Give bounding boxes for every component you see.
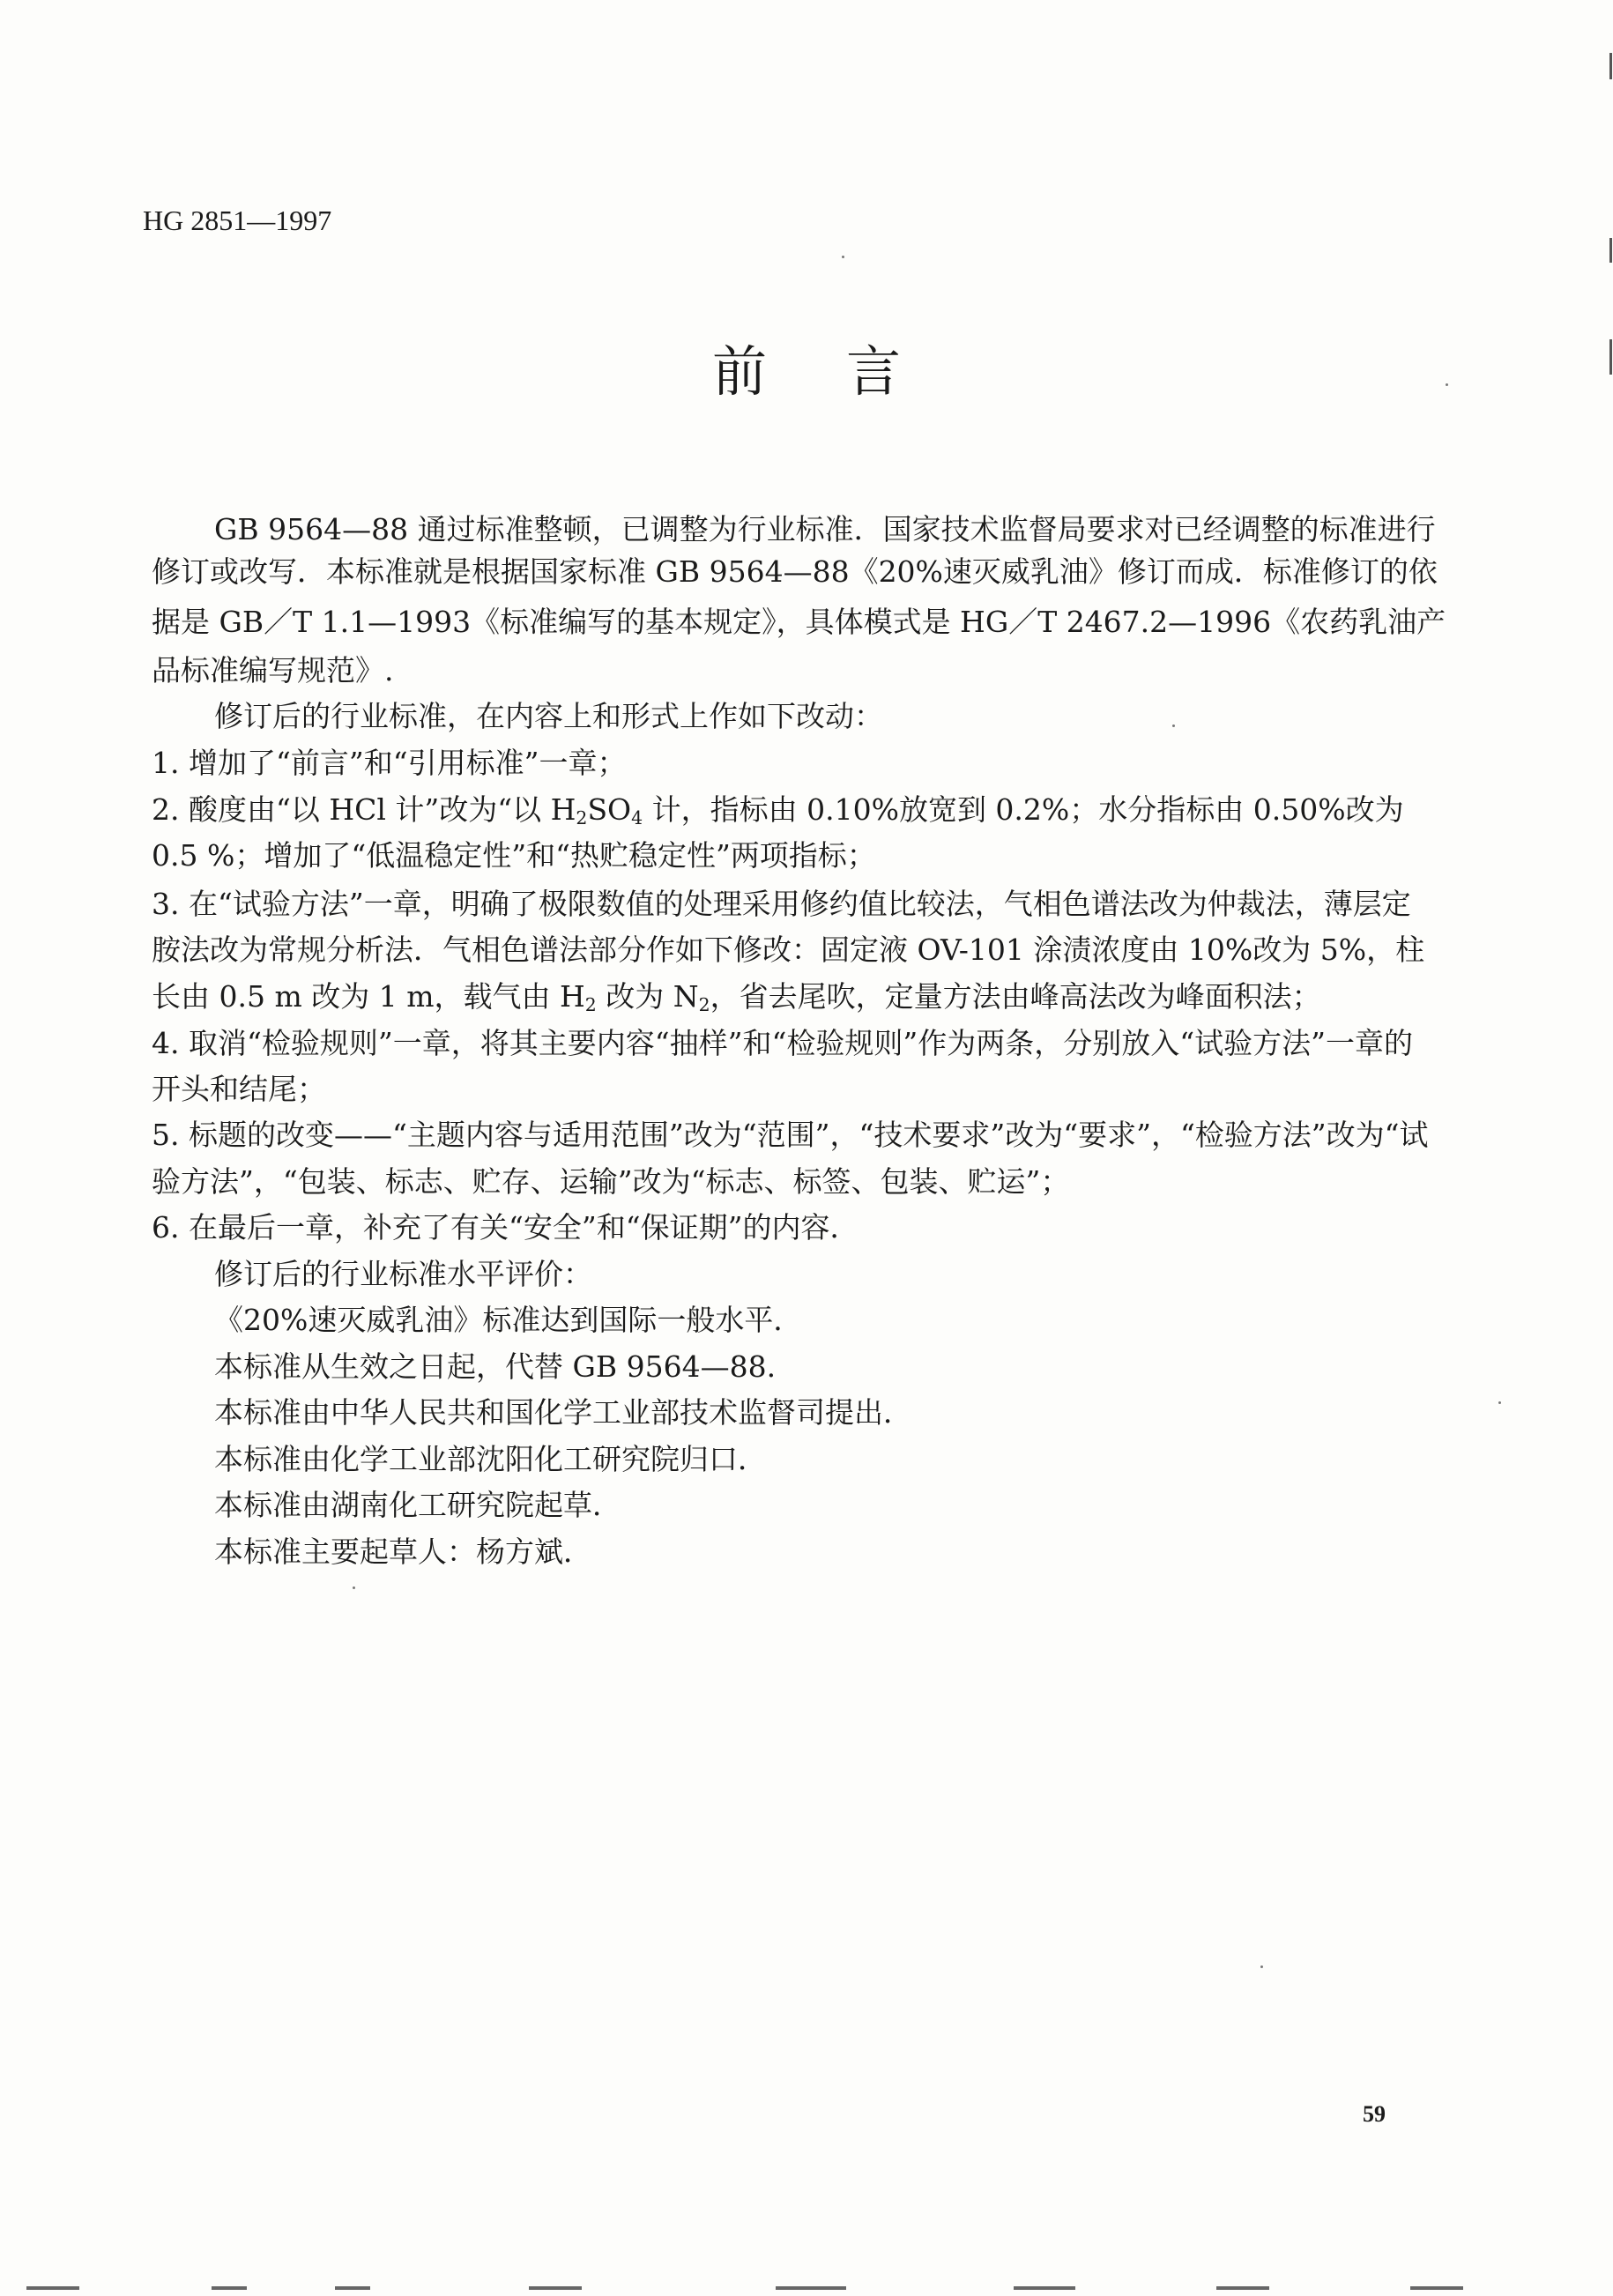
- scan-speck: [1172, 724, 1175, 727]
- list-item: 5. 标题的改变——“主题内容与适用范围”改为“范围”，“技术要求”改为“要求”，“检验方法”改为“试: [152, 1118, 1429, 1152]
- intro-line: GB 9564—88 通过标准整顿，已调整为行业标准．国家技术监督局要求对已经调整的标准进行: [214, 512, 1436, 546]
- drafting-unit-note: 本标准由湖南化工研究院起草．: [214, 1488, 621, 1522]
- page-number: 59: [1363, 2101, 1386, 2127]
- list-item-continuation: 开头和结尾；: [152, 1072, 326, 1106]
- list-item-continuation: 长由 0.5 m 改为 1 m，载气由 $H_2$ 改为 $N_2$，省去尾吹，定量方法由峰高法改为峰面积法；: [152, 979, 1321, 1016]
- responsible-unit-note: 本标准由化学工业部沈阳化工研究院归口．: [214, 1442, 767, 1476]
- scan-bottom-edge: [0, 2281, 1613, 2296]
- list-item: 1. 增加了“前言”和“引用标准”一章；: [152, 746, 627, 780]
- intro-line: 据是 GB／T 1.1—1993《标准编写的基本规定》，具体模式是 HG／T 2467.2—1996《农药乳油产: [152, 605, 1446, 639]
- intro-line: 修订或改写．本标准就是根据国家标准 GB 9564—88《20%速灭威乳油》修订而成．标准修订的依: [152, 554, 1438, 589]
- proposer-note: 本标准由中华人民共和国化学工业部技术监督司提出．: [214, 1395, 912, 1430]
- list-item-continuation: 胺法改为常规分析法．气相色谱法部分作如下修改：固定液 OV-101 涂渍浓度由 10%改为 5%，柱: [152, 933, 1425, 967]
- document-code-header: HG 2851—1997: [143, 204, 332, 236]
- list-item: 3. 在“试验方法”一章，明确了极限数值的处理采用修约值比较法，气相色谱法改为仲裁法，薄层定: [152, 887, 1411, 921]
- scan-edge-mark: [1609, 53, 1612, 79]
- changes-lead: 修订后的行业标准，在内容上和形式上作如下改动：: [214, 699, 883, 733]
- drafter-note: 本标准主要起草人：杨方斌．: [214, 1534, 592, 1569]
- list-item: 2. 酸度由“以 HCl 计”改为“以 $H_2SO_4$ 计，指标由 0.10%放宽到 0.2%；水分指标由 0.50%改为: [152, 792, 1404, 829]
- list-item-continuation: 0.5 %；增加了“低温稳定性”和“热贮稳定性”两项指标；: [152, 838, 876, 873]
- evaluation-lead: 修订后的行业标准水平评价：: [214, 1257, 592, 1291]
- scan-speck: [353, 1586, 355, 1589]
- scan-speck: [1260, 1965, 1263, 1968]
- scan-edge-mark: [1609, 238, 1612, 263]
- list-item: 4. 取消“检验规则”一章，将其主要内容“抽样”和“检验规则”作为两条，分别放入“试验方法”一章的: [152, 1026, 1413, 1060]
- page-title: 前言: [711, 339, 980, 404]
- replacement-note: 本标准从生效之日起，代替 GB 9564—88.: [214, 1349, 777, 1384]
- scan-speck: [842, 256, 844, 258]
- list-item: 6. 在最后一章，补充了有关“安全”和“保证期”的内容．: [152, 1210, 859, 1245]
- scan-speck: [1498, 1401, 1501, 1404]
- intro-line: 品标准编写规范》.: [152, 653, 394, 687]
- list-item-continuation: 验方法”，“包装、标志、贮存、运输”改为“标志、标签、包装、贮运”；: [152, 1164, 1070, 1199]
- evaluation-text: 《20%速灭威乳油》标准达到国际一般水平．: [214, 1303, 803, 1337]
